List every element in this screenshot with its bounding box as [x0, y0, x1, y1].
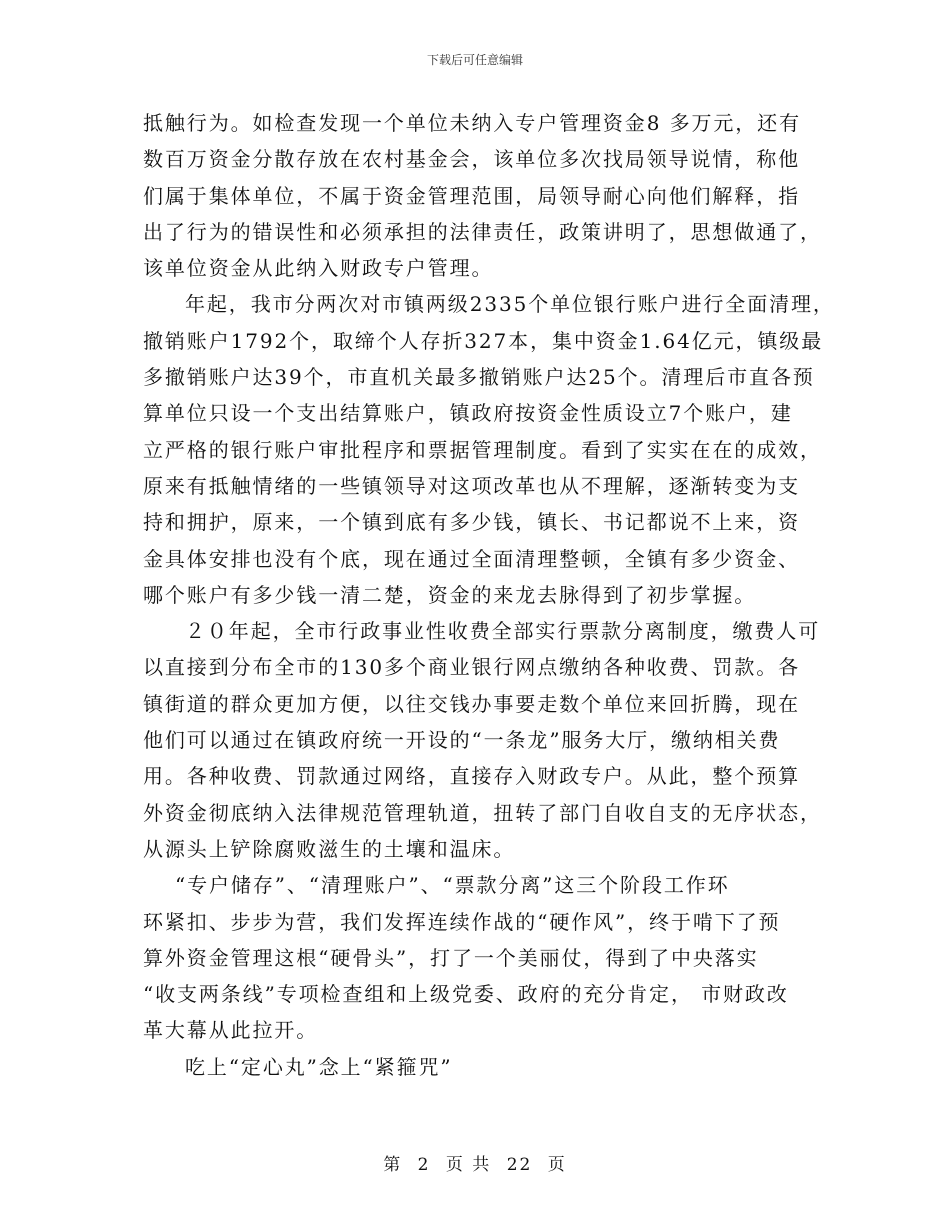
- body-line: 数百万资金分散存放在农村基金会，该单位多次找局领导说情，称他: [143, 147, 800, 172]
- total-pages: 22: [506, 1155, 533, 1175]
- body-line: 该单位资金从此纳入财政专户管理。: [143, 256, 494, 281]
- body-line: “收支两条线”专项检查组和上级党委、政府的充分肯定， 市财政改: [143, 982, 789, 1007]
- page-header-note: 下载后可任意编辑: [426, 53, 523, 67]
- body-line: 用。各种收费、罚款通过网络，直接存入财政专户。从此，整个预算: [143, 764, 800, 789]
- page-middle: 页 共: [445, 1155, 492, 1175]
- page-suffix: 页: [547, 1155, 567, 1175]
- body-line: 从源头上铲除腐败滋生的土壤和温床。: [143, 836, 516, 861]
- body-line: 立严格的银行账户审批程序和票据管理制度。看到了实实在在的成效，: [143, 437, 822, 462]
- body-line: 革大幕从此拉开。: [143, 1018, 319, 1043]
- body-line: 他们可以通过在镇政府统一开设的“一条龙”服务大厅，缴纳相关费: [143, 728, 781, 753]
- document-body: [143, 105, 835, 1085]
- paragraph-start-line: ２０年起，全市行政事业性收费全部实行票款分离制度，缴费人可: [185, 619, 821, 644]
- page-prefix: 第: [383, 1155, 403, 1175]
- body-line: 金具体安排也没有个底，现在通过全面清理整顿，全镇有多少资金、: [143, 546, 800, 571]
- body-line: 以直接到分布全市的130多个商业银行网点缴纳各种收费、罚款。各: [143, 655, 801, 680]
- body-line: 环紧扣、步步为营，我们发挥连续作战的“硬作风”，终于啃下了预: [143, 909, 781, 934]
- body-line: 原来有抵触情绪的一些镇领导对这项改革也从不理解，逐渐转变为支: [143, 473, 800, 498]
- paragraph-start-line: “专户储存”、“清理账户”、“票款分离”这三个阶段工作环: [175, 873, 730, 898]
- body-line: 出了行为的错误性和必须承担的法律责任，政策讲明了，思想做通了，: [143, 219, 822, 244]
- body-line: 算外资金管理这根“硬骨头”，打了一个美丽仗，得到了中央落实: [143, 945, 759, 970]
- body-line: 外资金彻底纳入法律规范管理轨道，扭转了部门自收自支的无序状态，: [143, 800, 822, 825]
- page-number: 2: [417, 1155, 431, 1175]
- body-line: 算单位只设一个支出结算账户，镇政府按资金性质设立7个账户，建: [143, 401, 793, 426]
- paragraph-start-line: 年起，我市分两次对市镇两级2335个单位银行账户进行全面清理，: [185, 292, 835, 317]
- body-line: 撤销账户1792个，取缔个人存折327本，集中资金1.64亿元，镇级最: [143, 328, 824, 353]
- page-footer: [0, 1153, 950, 1177]
- body-line: 哪个账户有多少钱一清二楚，资金的来龙去脉得到了初步掌握。: [143, 582, 757, 607]
- body-line: 们属于集体单位，不属于资金管理范围，局领导耐心向他们解释，指: [143, 183, 800, 208]
- body-line: 镇街道的群众更加方便，以往交钱办事要走数个单位来回折腾，现在: [143, 691, 800, 716]
- body-line: 持和拥护，原来，一个镇到底有多少钱，镇长、书记都说不上来，资: [143, 510, 800, 535]
- body-line: 多撤销账户达39个，市直机关最多撤销账户达25个。清理后市直各预: [143, 365, 815, 390]
- section-heading: 吃上“定心丸”念上“紧箍咒”: [185, 1054, 453, 1079]
- body-line: 抵触行为。如检查发现一个单位未纳入专户管理资金8 多万元，还有: [143, 111, 801, 135]
